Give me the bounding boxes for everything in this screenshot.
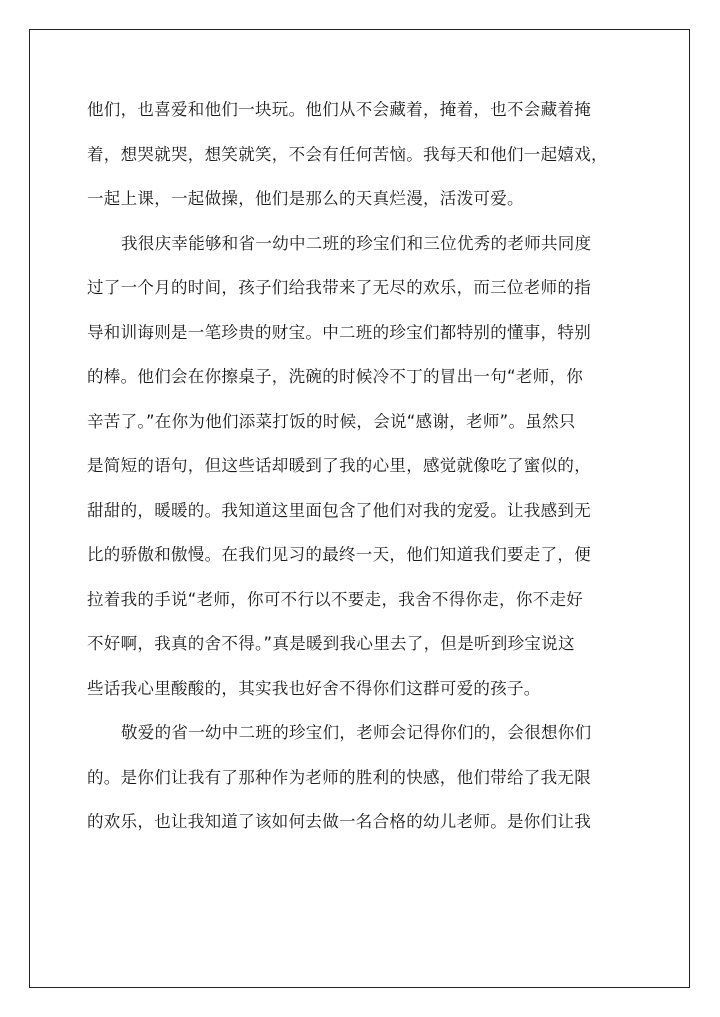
text-line: 一起上课，一起做操，他们是那么的天真烂漫，活泼可爱。 [87,189,524,208]
text-line: 导和训诲则是一笔珍贵的财宝。中二班的珍宝们都特别的懂事，特别 [87,322,591,342]
text-line: 他们，也喜爱和他们一块玩。他们从不会藏着，掩着，也不会藏着掩 [87,100,591,119]
paragraph-first-line: 敬爱的省一幼中二班的珍宝们，老师会记得你们的，会很想你们 [121,723,592,742]
paragraph-first-line: 我很庆幸能够和省一幼中二班的珍宝们和三位优秀的老师共同度 [121,233,592,253]
text-line: 着，想哭就哭，想笑就笑，不会有任何苦恼。我每天和他们一起嬉戏， [87,144,608,164]
text-line: 的棒。他们会在你擦桌子，洗碗的时候冷不丁的冒出一句“老师，你 [87,367,584,386]
text-line: 的欢乐，也让我知道了该如何去做一名合格的幼儿老师。是你们让我 [87,812,591,831]
text-line: 甜甜的，暖暖的。我知道这里面包含了他们对我的宠爱。让我感到无 [87,500,591,520]
text-line: 拉着我的手说“老师，你可不行以不要走，我舍不得你走，你不走好 [87,589,584,609]
text-line: 过了一个月的时间，孩子们给我带来了无尽的欢乐，而三位老师的指 [87,278,591,297]
text-line: 的。是你们让我有了那种作为老师的胜利的快感，他们带给了我无限 [87,767,591,787]
text-line: 辛苦了。”在你为他们添菜打饭的时候，会说“感谢，老师”。虽然只 [87,411,576,431]
text-line: 些话我心里酸酸的，其实我也好舍不得你们这群可爱的孩子。 [87,678,541,698]
text-line: 比的骄傲和傲慢。在我们见习的最终一天，他们知道我们要走了，便 [87,545,591,564]
text-line: 是简短的语句，但这些话却暖到了我的心里，感觉就像吃了蜜似的， [87,456,591,475]
text-line: 不好啊，我真的舍不得。”真是暖到我心里去了，但是听到珍宝说这 [87,634,575,653]
document-body [87,95,633,852]
